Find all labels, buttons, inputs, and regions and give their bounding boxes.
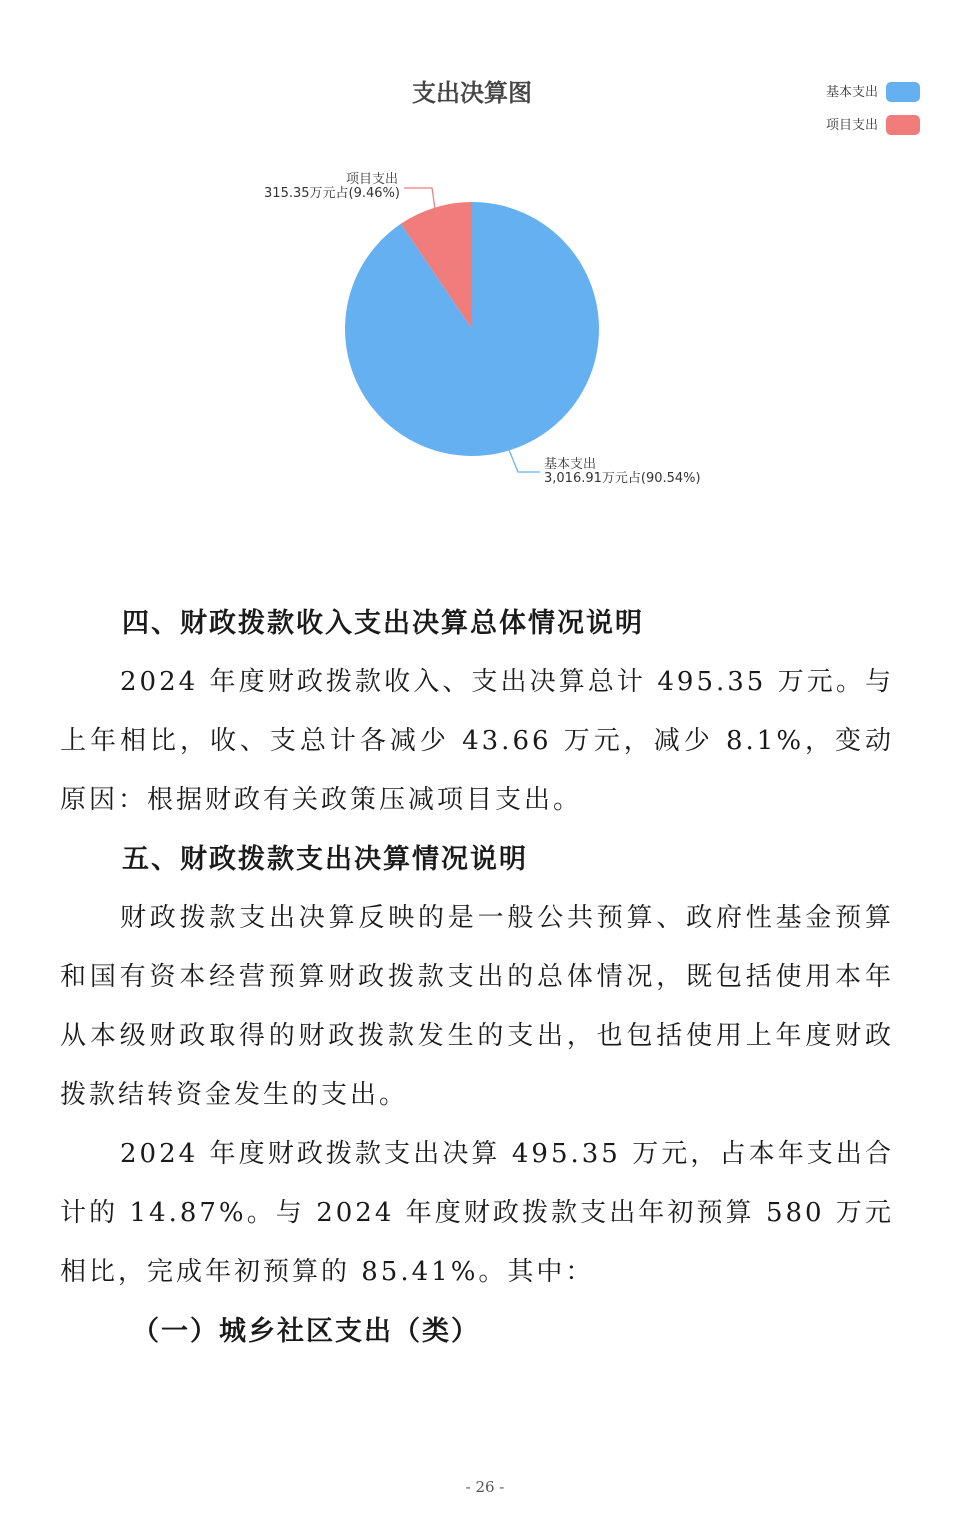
chart-title: 支出决算图 — [412, 79, 532, 107]
pie-slice-basic — [345, 202, 599, 456]
legend-swatch-project — [886, 115, 920, 135]
callout-basic-name: 基本支出 — [544, 457, 597, 472]
paragraph-expenditure-amount: 2024 年度财政拨款支出决算 495.35 万元，占本年支出合计的 14.87%。与 2024 年度财政拨款支出年初预算 580 万元相比，完成年初预算的 85.41%。其中： — [60, 1139, 894, 1287]
section-heading-5: 五、财政拨款支出决算情况说明 — [122, 844, 528, 875]
legend-label-project: 项目支出 — [825, 118, 878, 133]
paragraph-expenditure-scope: 财政拨款支出决算反映的是一般公共预算、政府性基金预算和国有资本经营预算财政拨款支出的总体情况，既包括使用本年从本级财政取得的财政拨款发生的支出，也包括使用上年度财政拨款结转资金发生的支出。 — [60, 903, 894, 1110]
page-number: - 26 - — [465, 1478, 505, 1496]
paragraph-total-overview: 2024 年度财政拨款收入、支出决算总计 495.35 万元。与上年相比，收、支总计各减少 43.66 万元，减少 8.1%，变动原因：根据财政有关政策压减项目支出。 — [60, 667, 894, 815]
legend-swatch-basic — [886, 82, 920, 102]
callout-project-value: 315.35万元占(9.46%) — [264, 186, 400, 201]
section-heading-4: 四、财政拨款收入支出决算总体情况说明 — [122, 608, 644, 639]
callout-leader-basic — [509, 450, 540, 472]
document-body — [60, 594, 894, 1361]
callout-leader-project — [404, 188, 435, 208]
expenditure-pie-chart — [0, 0, 970, 540]
sub-heading-urban-rural: （一）城乡社区支出（类） — [132, 1316, 480, 1347]
callout-basic-value: 3,016.91万元占(90.54%) — [544, 471, 701, 486]
pie-chart-svg — [0, 0, 970, 540]
legend-label-basic: 基本支出 — [825, 85, 878, 100]
callout-project-name: 项目支出 — [345, 172, 399, 187]
